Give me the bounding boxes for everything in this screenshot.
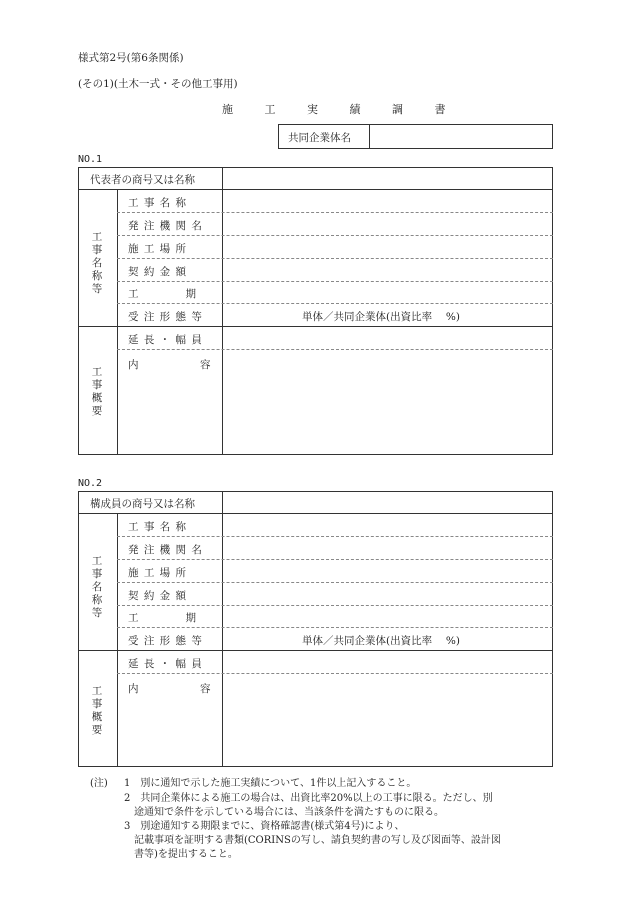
row-label-location: 施 工 場 所 — [128, 567, 188, 579]
note-line: 書等)を提出すること。 — [134, 849, 238, 860]
group-label-names: 工事名称等 — [91, 231, 103, 295]
row-label-contract-form: 受 注 形 態 等 — [128, 311, 203, 323]
row-label-length-width: 延 長 ・ 幅 員 — [128, 658, 203, 670]
client-field[interactable] — [224, 538, 550, 558]
form-id: 様式第2号(第6条関係) — [78, 52, 184, 64]
jv-name-label: 共同企業体名 — [288, 132, 351, 144]
row-label-amount: 契 約 金 額 — [128, 590, 188, 602]
amount-field[interactable] — [224, 260, 550, 280]
row-label-location: 施 工 場 所 — [128, 243, 188, 255]
location-field[interactable] — [224, 237, 550, 257]
row-label-content-b: 容 — [200, 683, 211, 695]
notes-head: (注) — [90, 778, 108, 789]
row-label-length-width: 延 長 ・ 幅 員 — [128, 334, 203, 346]
row-label-project-name: 工 事 名 称 — [128, 197, 188, 209]
group-label-overview: 工事概要 — [91, 366, 103, 417]
contract-form-value: 単体／共同企業体(出資比率 %) — [302, 635, 461, 647]
row-label-content-a: 内 — [128, 359, 139, 371]
row-label-amount: 契 約 金 額 — [128, 266, 188, 278]
group-label-names: 工事名称等 — [91, 555, 103, 619]
period-field[interactable] — [224, 283, 550, 302]
row-label-client: 発 注 機 関 名 — [128, 544, 203, 556]
client-field[interactable] — [224, 214, 550, 234]
note-line: 1 別に通知で示した施工実績について、1件以上記入すること。 — [124, 778, 417, 789]
section-no: NO.1 — [78, 154, 103, 165]
member-name-field[interactable] — [224, 493, 550, 512]
row-label-contract-form: 受 注 形 態 等 — [128, 635, 203, 647]
page-title: 施 工 実 績 調 書 — [222, 103, 460, 116]
period-field[interactable] — [224, 607, 550, 626]
row-label-content-a: 内 — [128, 683, 139, 695]
rep-name-label: 代表者の商号又は名称 — [90, 174, 195, 186]
amount-field[interactable] — [224, 584, 550, 604]
row-label-period: 工 期 — [128, 612, 197, 624]
project-name-field[interactable] — [224, 191, 550, 211]
project-name-field[interactable] — [224, 515, 550, 535]
note-line: 途通知で条件を示している場合には、当該条件を満たすものに限る。 — [134, 807, 444, 818]
length-width-field[interactable] — [224, 328, 550, 348]
note-line: 2 共同企業体による施工の場合は、出資比率20%以上の工事に限る。ただし、別 — [124, 793, 493, 804]
rep-name-field[interactable] — [224, 169, 550, 188]
length-width-field[interactable] — [224, 652, 550, 672]
note-line: 3 別途通知する期限までに、資格確認書(様式第4号)により、 — [124, 821, 405, 832]
row-label-project-name: 工 事 名 称 — [128, 521, 188, 533]
note-line: 記載事項を証明する書類(CORINSの写し、請負契約書の写し及び図面等、設計図 — [134, 835, 501, 846]
content-field[interactable] — [224, 675, 550, 764]
location-field[interactable] — [224, 561, 550, 581]
member-name-label: 構成員の商号又は名称 — [90, 498, 195, 510]
section-no: NO.2 — [78, 478, 103, 489]
row-label-content-b: 容 — [200, 359, 211, 371]
group-label-overview: 工事概要 — [91, 685, 103, 736]
row-label-client: 発 注 機 関 名 — [128, 220, 203, 232]
contract-form-value: 単体／共同企業体(出資比率 %) — [302, 311, 461, 323]
content-field[interactable] — [224, 351, 550, 452]
row-label-period: 工 期 — [128, 288, 197, 300]
form-subtitle: (その1)(土木一式・その他工事用) — [78, 78, 238, 90]
jv-name-field[interactable] — [371, 126, 550, 147]
